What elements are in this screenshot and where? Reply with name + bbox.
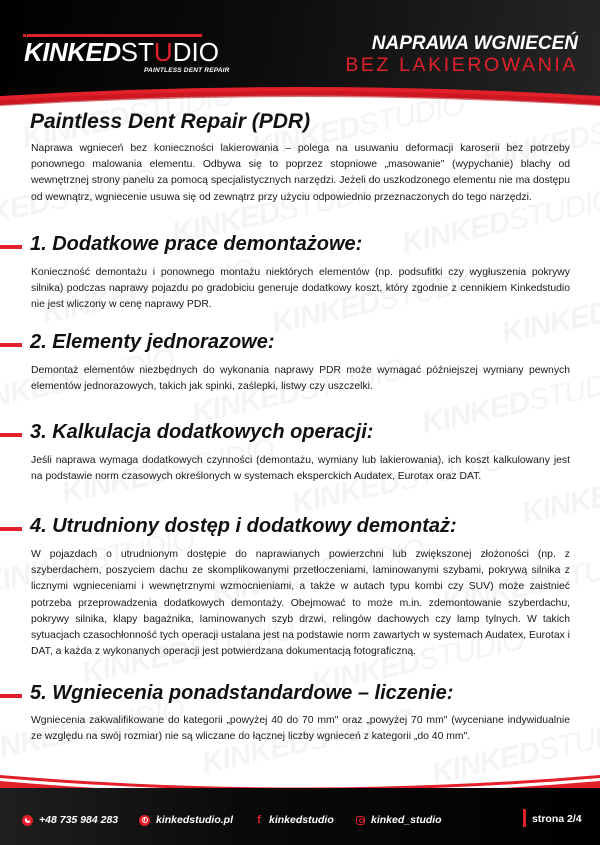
logo-tagline: PAINTLESS DENT REPAIR	[144, 67, 230, 74]
section-1-marker	[0, 245, 22, 249]
facebook-icon: f	[257, 814, 261, 826]
header-title: NAPRAWA WGNIECEŃ	[371, 33, 578, 54]
phone-icon	[22, 815, 33, 826]
section-5-title: 5. Wgniecenia ponadstandardowe – liczenie:	[30, 682, 454, 704]
logo-wordmark: KINKEDSTUDIO	[24, 37, 219, 67]
footer-facebook[interactable]: f kinkedstudio	[255, 813, 334, 827]
section-3-marker	[0, 433, 22, 437]
section-2-marker	[0, 343, 22, 347]
section-2-title: 2. Elementy jednorazowe:	[30, 331, 275, 353]
intro-title: Paintless Dent Repair (PDR)	[30, 110, 311, 133]
page-number: strona 2/4	[532, 813, 582, 825]
section-4-text: W pojazdach o utrudnionym dostępie do naprawianych powierzchni lub zwiększonej złożoności (np. z szyberdachem, poszyciem dachu ze skomplikowanymi przetłoczeniami, laminowanymi szybami, pokrywą silnika z licznymi wgnieceniami i wewnętrznymi wzmocnieniami, a także w autach typu kombi czy SUV) może zaistnieć potrzeba przeprowadzenia dodatkowych demontaży. Obejmować to może m.in. zdemontowanie szyberdachu, pokrywy silnika, klapy bagażnika, laminowanych szyb drzwi, relingów dachowych czy lamp tylnych. W takich sytuacjach czasochłonność tych operacji ustalana jest na podstawie norm zawartych w systemach Audatex, Eurotax i DAT, a każda z wykonanych operacji jest potwierdzana dokumentacją fotograficzną.	[31, 549, 570, 658]
section-4-marker	[0, 527, 22, 531]
footer-instagram[interactable]: kinked_studio	[356, 813, 442, 827]
page-footer	[0, 788, 600, 845]
section-2-text: Demontaż elementów niezbędnych do wykonania naprawy PDR może wymagać późniejszej wymiany pewnych elementów jednorazowych, takich jak spinki, zaślepki, listwy czy uszczelki.	[31, 365, 570, 393]
page-number-marker	[523, 809, 526, 827]
footer-phone[interactable]: +48 735 984 283	[22, 813, 118, 827]
intro-text: Naprawa wgnieceń bez konieczności lakierowania – polega na usuwaniu deformacji karoserii bez potrzeby ponownego malowania elementu. Odbywa się to poprzez stopniowe „masowanie" (wypychanie) blachy od wewnętrznej strony panelu za pomocą specjalistycznych narzędzi. Jeżeli do uszkodzonego elementu nie ma dostępu od wewnątrz, wgniecenie usuwa się od zewnątrz przy użyciu odpowiednio przeznaczonych do tego narzędzi.	[31, 143, 570, 203]
section-3-text: Jeśli naprawa wymaga dodatkowych czynności (demontażu, wymiany lub lakierowania), ich koszt kalkulowany jest na podstawie norm czasowych określonych w systemach eksperckich Audatex, Eurotax oraz DAT.	[31, 455, 570, 483]
header-subtitle: BEZ LAKIEROWANIA	[345, 54, 578, 76]
instagram-icon	[356, 816, 365, 825]
section-5-text: Wgniecenia zakwalifikowane do kategorii „powyżej 40 do 70 mm" oraz „powyżej 70 mm" (wyceniane indywidualnie ze względu na swój rozmiar) nie są wliczane do łącznej liczby wgnieceń z kategorii „do 40 mm".	[31, 715, 570, 743]
globe-icon	[139, 815, 150, 826]
section-3-title: 3. Kalkulacja dodatkowych operacji:	[30, 421, 374, 443]
section-4-title: 4. Utrudniony dostęp i dodatkowy demontaż:	[30, 515, 457, 537]
section-1-text: Konieczność demontażu i ponownego montażu niektórych elementów (np. podsufitki czy wygłuszenia pokrywy silnika) podczas naprawy pojazdu po gradobiciu generuje dodatkowy koszt, który zgodnie z cennikiem Kinkedstudio nie jest wliczony w cenę naprawy PDR.	[31, 267, 570, 311]
section-5-marker	[0, 694, 22, 698]
footer-website[interactable]: kinkedstudio.pl	[139, 813, 233, 827]
section-1-title: 1. Dodatkowe prace demontażowe:	[30, 233, 363, 255]
